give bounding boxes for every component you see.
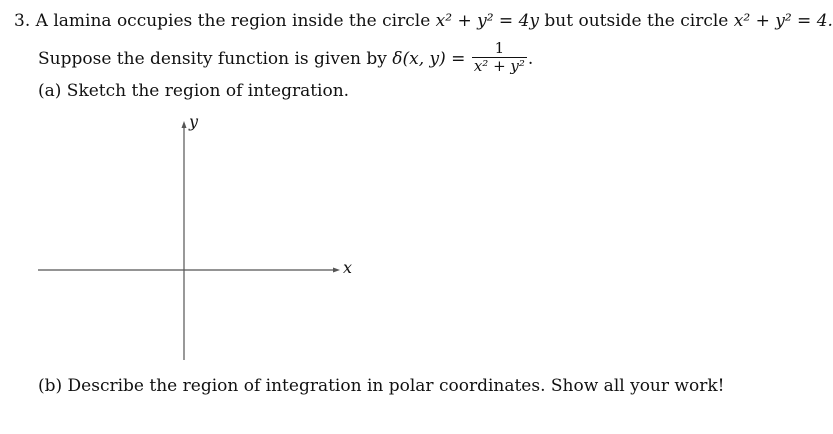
density-lhs: δ(x, y) = [392, 49, 466, 69]
part-a-label: (a) Sketch the region of integration. [38, 81, 350, 101]
y-axis-arrow [182, 121, 187, 128]
density-numerator: 1 [494, 39, 505, 57]
circle-equation-1: x² + y² = 4y [435, 11, 540, 31]
problem-text-mid: but outside the circle [539, 11, 734, 31]
problem-number: 3. [14, 11, 31, 31]
density-end: . [527, 49, 534, 69]
density-denominator: x² + y² [473, 57, 525, 75]
problem-text-2: Suppose the density function is given by [38, 49, 393, 69]
circle-equation-2: x² + y² = 4. [733, 11, 833, 31]
part-b-label: (b) Describe the region of integration in polar coordinates. Show all your work! [38, 376, 725, 396]
x-axis-arrow [333, 268, 340, 273]
x-axis-label: x [343, 258, 353, 277]
problem-text-1: A lamina occupies the region inside the circle [35, 11, 436, 31]
y-axis-label: y [189, 112, 199, 131]
